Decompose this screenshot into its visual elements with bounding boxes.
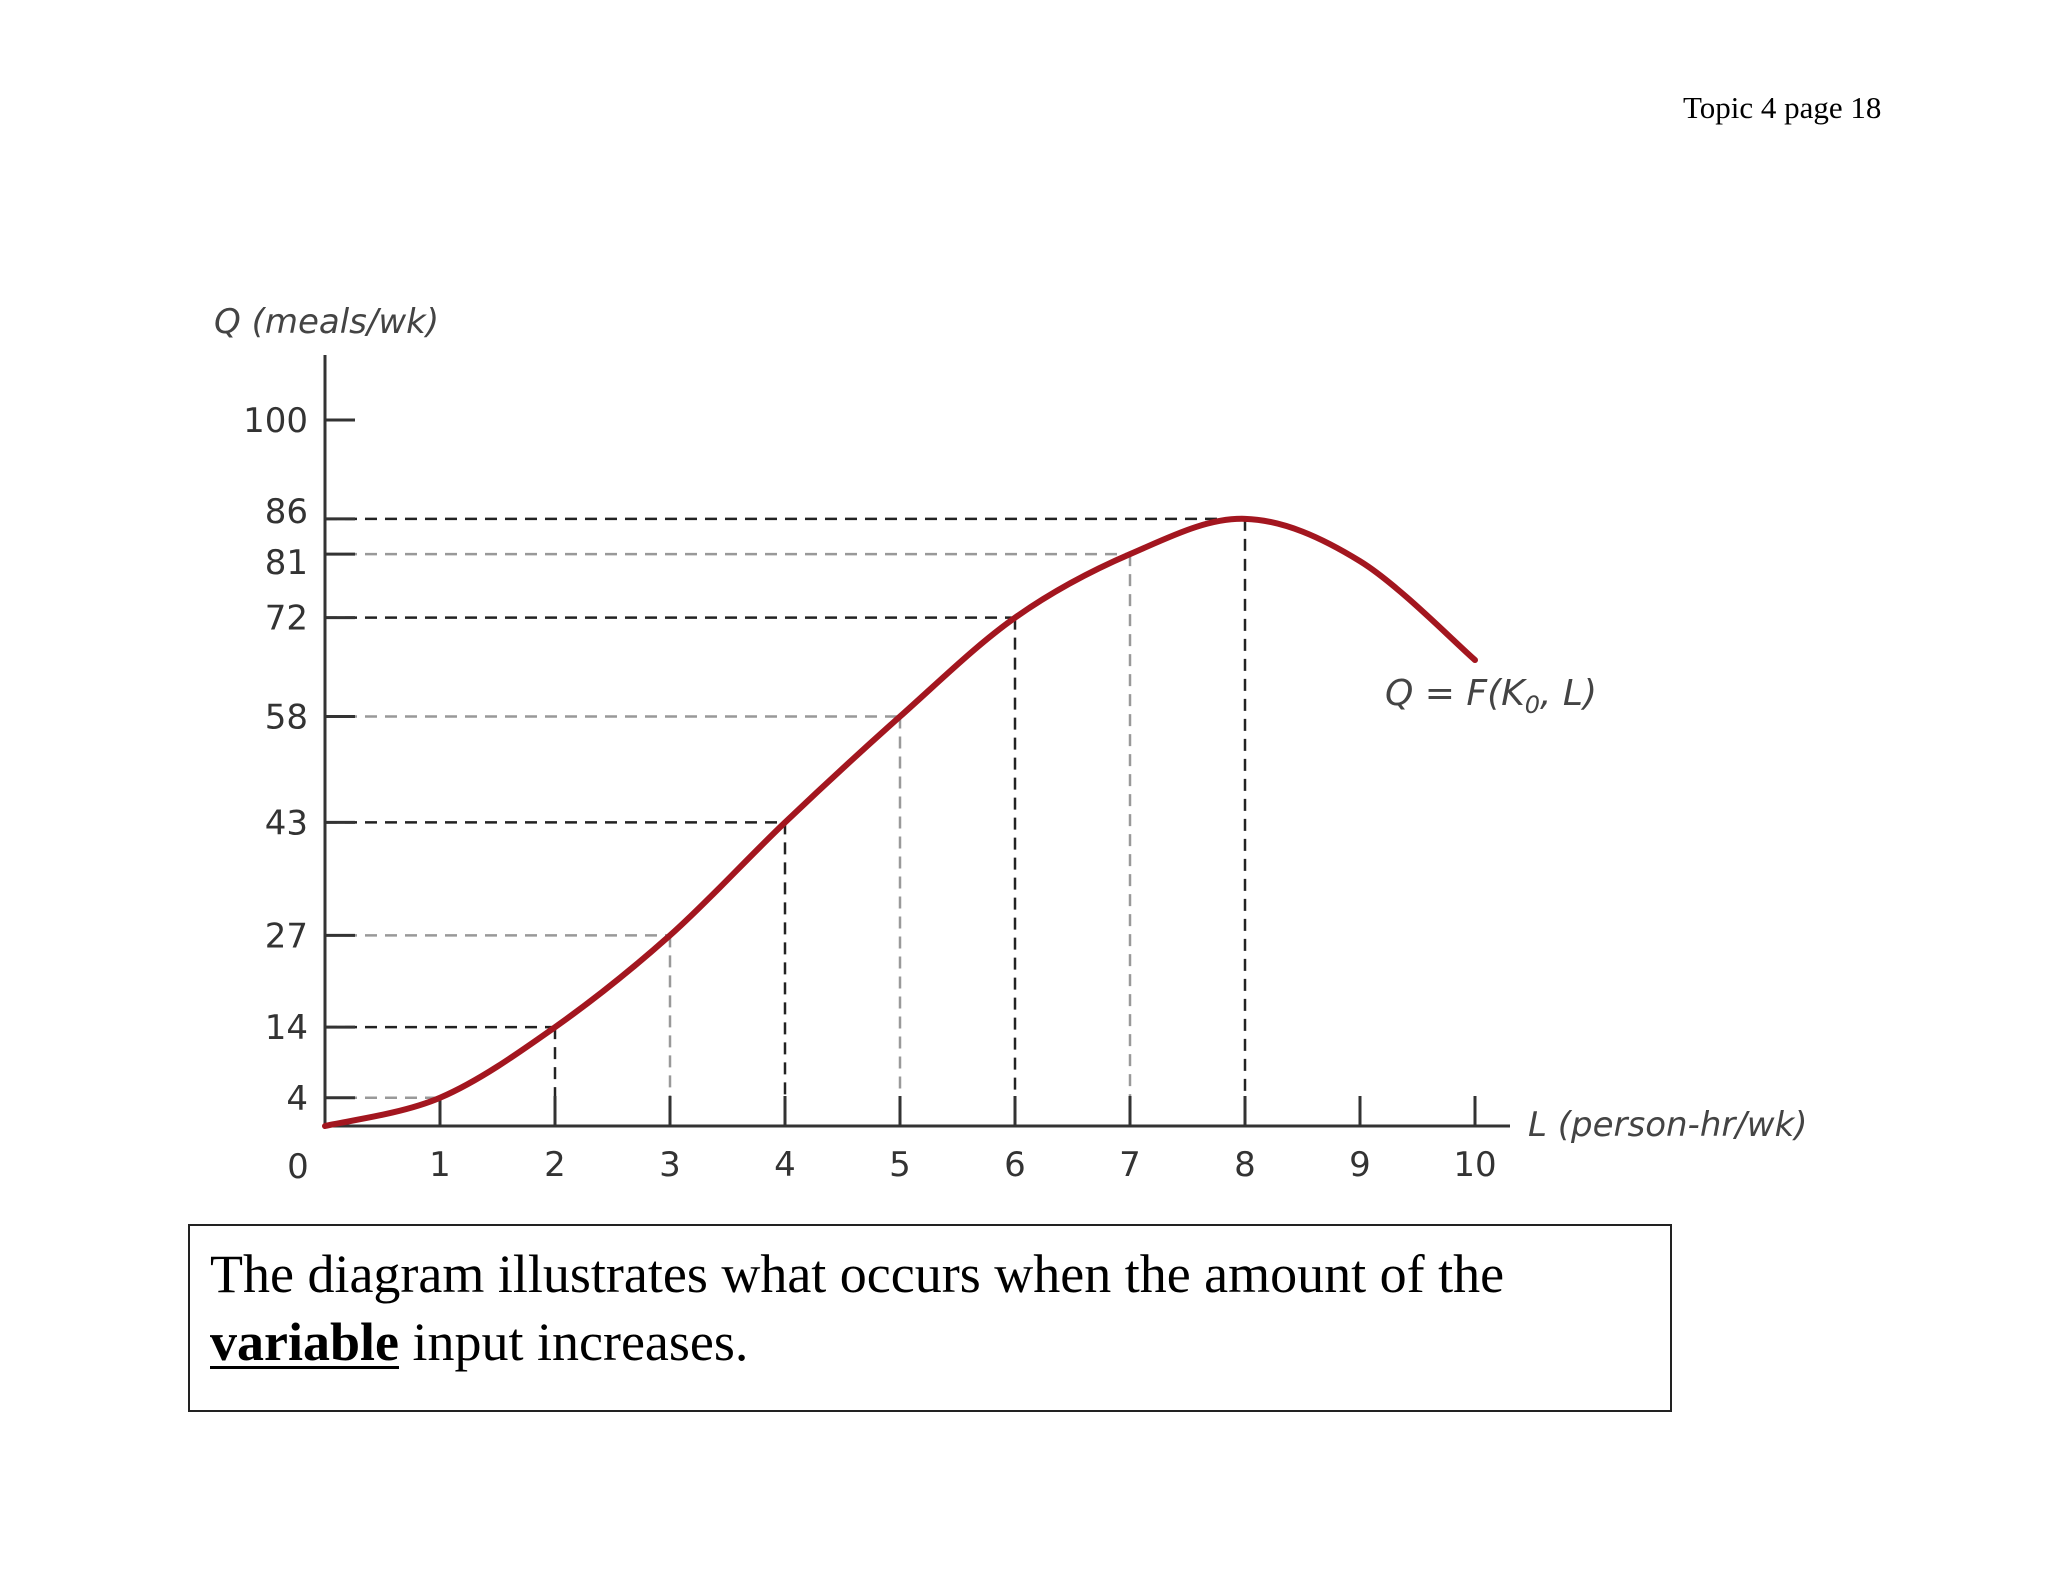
x-tick-label-8: 8 <box>1234 1145 1256 1185</box>
y-tick-label-100: 100 <box>243 401 308 441</box>
caption-text-start: The diagram illustrates what occurs when the amount of the <box>210 1244 1505 1304</box>
curve-label <box>1385 673 1597 719</box>
x-tick-label-3: 3 <box>659 1145 681 1185</box>
y-tick-label-81: 81 <box>264 543 308 584</box>
x-tick-label-1: 1 <box>429 1145 451 1185</box>
x-tick-label-5: 5 <box>889 1145 911 1185</box>
x-tick-label-7: 7 <box>1119 1145 1141 1185</box>
x-tick-label-4: 4 <box>774 1145 796 1185</box>
y-tick-label-72: 72 <box>264 598 308 639</box>
y-axis-title: Q (meals/wk) <box>214 302 440 342</box>
curve-label-prefix: Q = F(K <box>1385 673 1525 714</box>
page-number-label: Topic 4 page 18 <box>1683 90 1882 125</box>
y-tick-label-14: 14 <box>264 1008 308 1049</box>
y-tick-label-4: 4 <box>286 1078 308 1119</box>
x-tick-label-9: 9 <box>1349 1145 1371 1185</box>
curve-label-suffix: , L) <box>1540 673 1598 714</box>
x-tick-label-10: 10 <box>1453 1145 1497 1185</box>
y-tick-label-86: 86 <box>264 491 308 532</box>
x-tick-label-6: 6 <box>1004 1145 1026 1185</box>
caption-emphasis: variable <box>210 1312 399 1372</box>
x-tick-label-2: 2 <box>544 1145 566 1185</box>
chart-axes <box>325 355 1510 1126</box>
y-tick-label-58: 58 <box>264 697 308 738</box>
caption-box <box>188 1224 1672 1412</box>
x-axis-title: L (person-hr/wk) <box>1528 1105 1808 1145</box>
y-tick-label-43: 43 <box>264 803 308 844</box>
caption-text-end: input increases. <box>398 1312 749 1372</box>
y-tick-label-27: 27 <box>264 916 308 957</box>
curve-label-subscript: 0 <box>1524 691 1541 719</box>
origin-label: 0 <box>287 1147 309 1187</box>
